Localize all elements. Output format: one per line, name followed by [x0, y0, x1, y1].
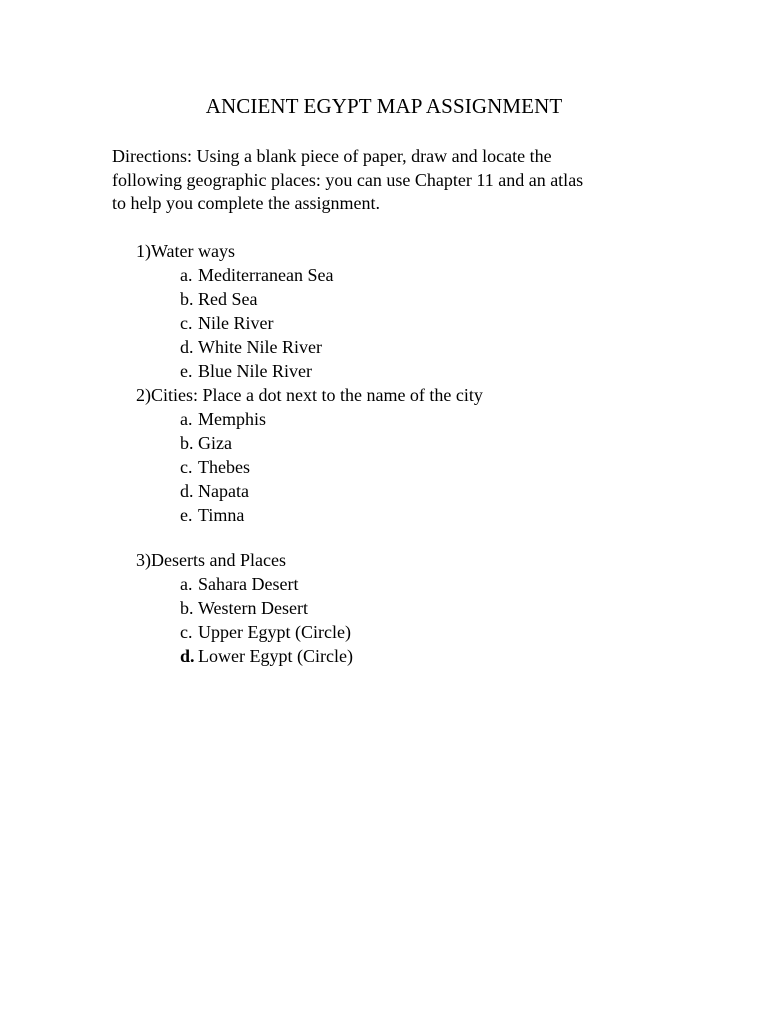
page-title: ANCIENT EGYPT MAP ASSIGNMENT [205, 94, 563, 118]
item-text: Timna [198, 505, 245, 525]
item-letter: c. [180, 313, 193, 333]
item-letter: c. [180, 457, 193, 477]
list-item [136, 596, 309, 620]
item-letter: a. [180, 265, 193, 285]
list-item [136, 335, 483, 359]
item-text: Western Desert [198, 598, 309, 618]
list-item [136, 572, 299, 596]
item-letter: e. [180, 361, 193, 381]
list-item [136, 359, 483, 383]
item-letter: b. [180, 433, 194, 453]
item-letter: a. [180, 574, 193, 594]
list-item [136, 644, 353, 668]
item-text: Nile River [198, 313, 274, 333]
item-text: Lower Egypt (Circle) [198, 646, 353, 666]
section-heading: 1)Water ways [136, 241, 236, 261]
list-item [136, 455, 483, 479]
item-text: Memphis [198, 409, 267, 429]
item-text: Mediterranean Sea [198, 265, 334, 285]
item-letter: d. [180, 646, 195, 666]
item-text: Giza [198, 433, 232, 453]
item-letter: a. [180, 409, 193, 429]
list-item [136, 431, 483, 455]
list-item [136, 503, 483, 527]
directions-paragraph [112, 145, 712, 216]
list-item [136, 311, 483, 335]
directions-line: Directions: Using a blank piece of paper, draw and locate the [112, 146, 552, 166]
item-text: White Nile River [198, 337, 322, 357]
item-letter: d. [180, 337, 194, 357]
list-item [136, 407, 483, 431]
item-letter: b. [180, 289, 194, 309]
list-item [136, 479, 483, 503]
item-letter: b. [180, 598, 194, 618]
directions-line: following geographic places: you can use Chapter 11 and an atlas [112, 169, 584, 190]
item-text: Red Sea [198, 289, 258, 309]
item-letter: d. [180, 481, 194, 501]
section-deserts-and-places [136, 548, 353, 668]
section-water-ways [136, 239, 483, 527]
item-text: Thebes [198, 457, 250, 477]
list-item [136, 620, 351, 644]
item-letter: e. [180, 505, 193, 525]
list-item [136, 263, 483, 287]
section-heading: 2)Cities: Place a dot next to the name of the city [136, 385, 483, 405]
item-text: Napata [198, 481, 249, 501]
item-text: Sahara Desert [198, 574, 299, 594]
item-text: Upper Egypt (Circle) [198, 622, 351, 642]
item-letter: c. [180, 622, 193, 642]
section-heading: 3)Deserts and Places [136, 550, 286, 570]
list-item [136, 287, 483, 311]
item-text: Blue Nile River [198, 361, 312, 381]
directions-line: to help you complete the assignment. [112, 193, 380, 213]
